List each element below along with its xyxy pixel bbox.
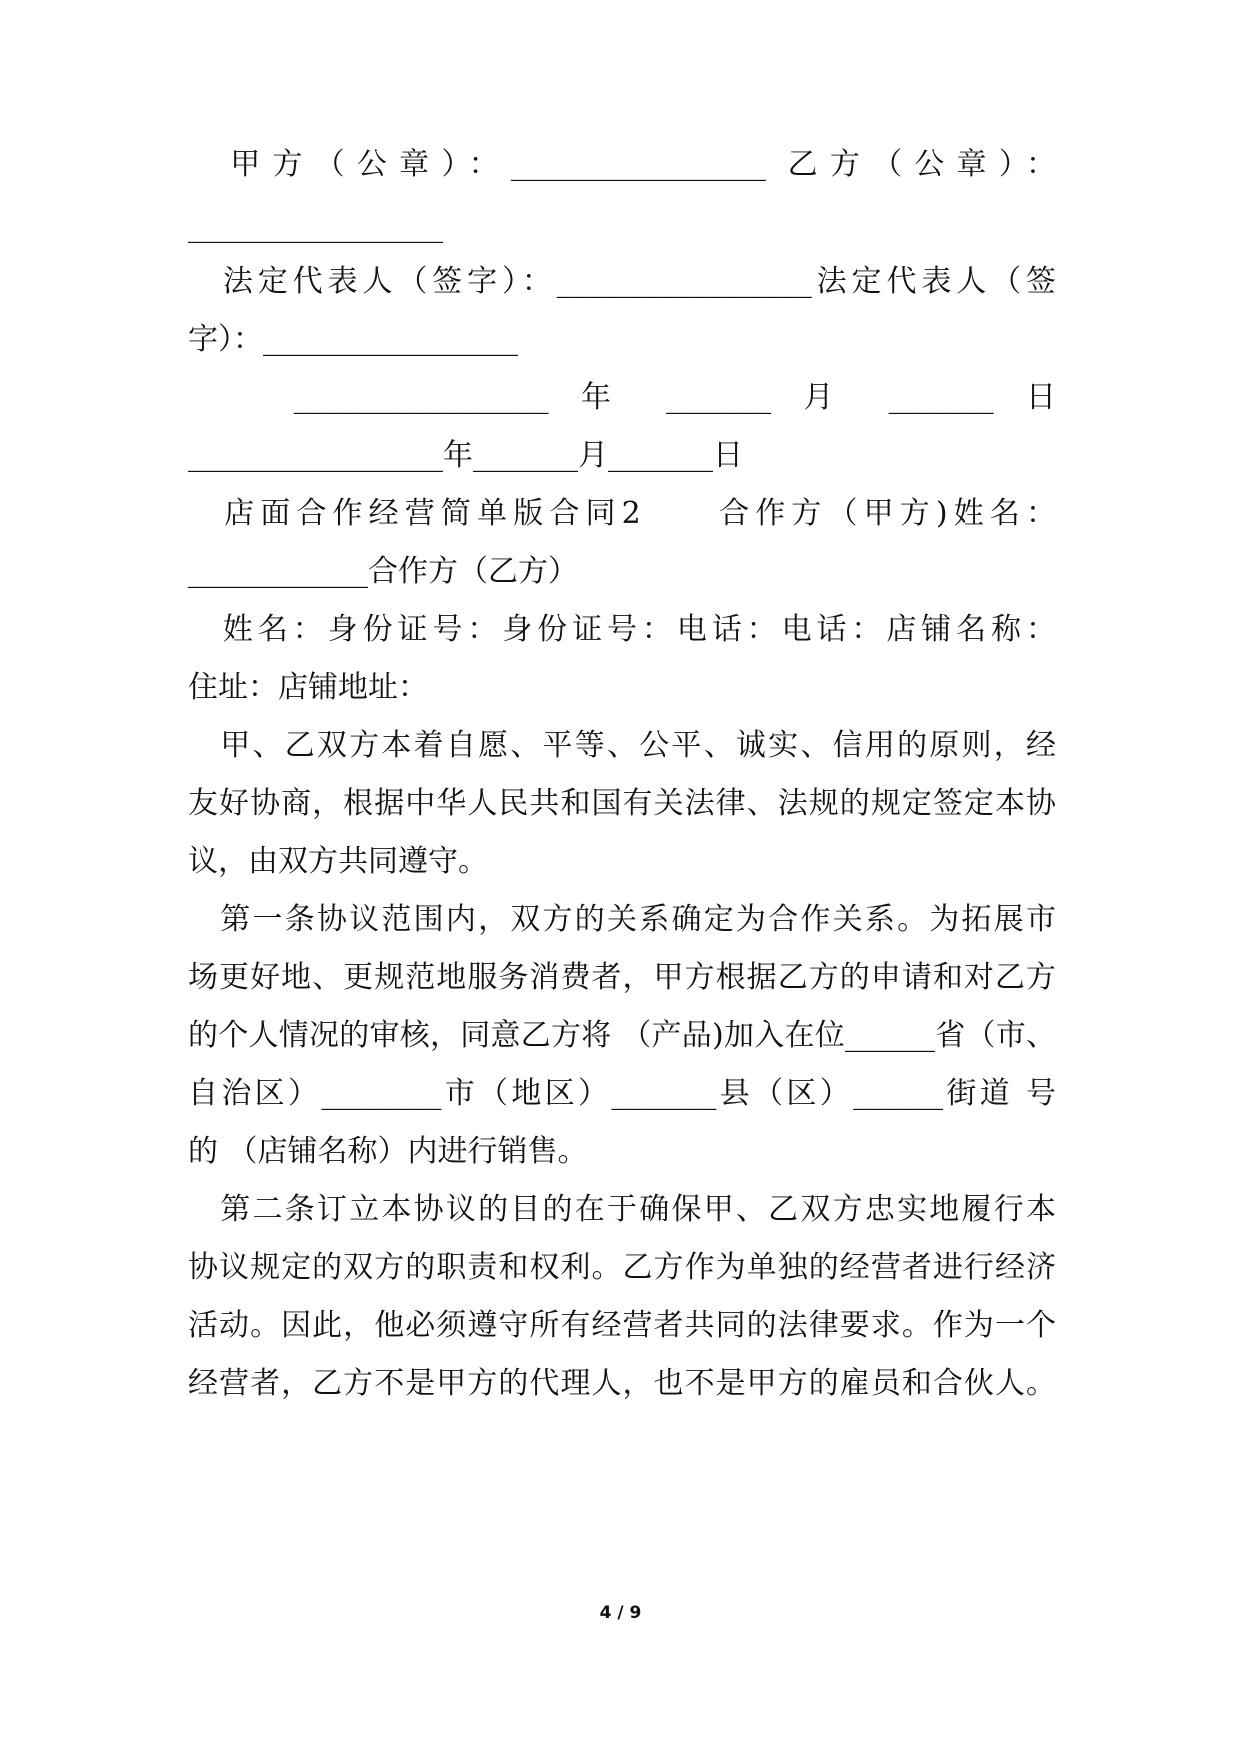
seal-line-2: _________________ xyxy=(188,209,443,244)
article-1-line-3: 的个人情况的审核，同意乙方将 （产品)加入在位______省（市、 xyxy=(188,1018,1056,1053)
article-2-line-1: 第二条订立本协议的目的在于确保甲、乙双方忠实地履行本 xyxy=(188,1192,1056,1227)
date-line-1: _________________ 年 _______ 月 _______ 日 xyxy=(188,380,1056,415)
party-b-line: ____________合作方（乙方） xyxy=(188,554,578,589)
article-1-line-4: 自治区）________市（地区）_______县（区）______街道 号 xyxy=(188,1076,1056,1111)
contract-title-line: 店面合作经营简单版合同2 合作方（甲方)姓名： xyxy=(188,496,1056,531)
intro-paragraph-line-1: 甲、乙双方本着自愿、平等、公平、诚实、信用的原则，经 xyxy=(188,728,1056,763)
info-fields-line-2: 住址：店铺地址： xyxy=(188,670,428,705)
representative-line-2: 字）：_________________ xyxy=(188,322,518,357)
article-1-line-5: 的 （店铺名称）内进行销售。 xyxy=(188,1134,588,1169)
article-2-line-3: 活动。因此，他必须遵守所有经营者共同的法律要求。作为一个 xyxy=(188,1308,1056,1343)
article-2-line-4: 经营者，乙方不是甲方的代理人，也不是甲方的雇员和合伙人。 xyxy=(188,1366,1056,1401)
seal-line-1: 甲方（公章）：_________________ 乙方（公章）： xyxy=(188,147,1056,182)
page-number: 4 / 9 xyxy=(599,1603,642,1623)
article-2-line-2: 协议规定的双方的职责和权利。乙方作为单独的经营者进行经济 xyxy=(188,1250,1056,1285)
date-line-2: _________________年_______月_______日 xyxy=(188,438,743,473)
intro-paragraph-line-3: 议，由双方共同遵守。 xyxy=(188,844,488,879)
article-1-line-1: 第一条协议范围内，双方的关系确定为合作关系。为拓展市 xyxy=(188,902,1056,937)
article-1-line-2: 场更好地、更规范地服务消费者，甲方根据乙方的申请和对乙方 xyxy=(188,960,1056,995)
representative-line-1: 法定代表人（签字）：_________________法定代表人（签 xyxy=(188,264,1056,299)
info-fields-line-1: 姓名：身份证号：身份证号：电话：电话：店铺名称： xyxy=(188,612,1056,647)
intro-paragraph-line-2: 友好协商，根据中华人民共和国有关法律、法规的规定签定本协 xyxy=(188,786,1056,821)
